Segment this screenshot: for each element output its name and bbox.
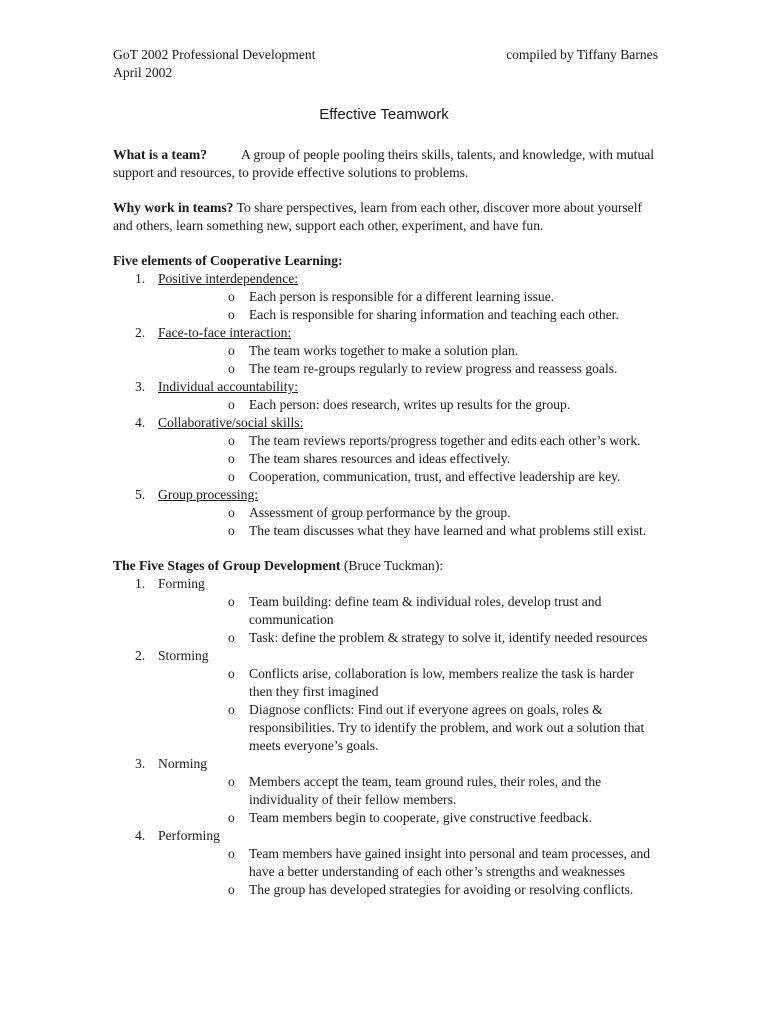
bullet-text: Diagnose conflicts: Find out if everyone agrees on goals, roles & responsibilities. Try to identify the problem, and work out a solution that meets everyone’s goals. [249,702,645,753]
bullet-text: Task: define the problem & strategy to solve it, identify needed resources [249,630,648,645]
header-date: April 2002 [113,65,173,80]
stages-list [113,575,658,899]
list-item-label: Norming [158,756,208,771]
element-item [113,324,658,378]
sub-bullet-list [158,773,658,827]
list-number: 4. [135,415,146,430]
bullet-text: Conflicts arise, collaboration is low, members realize the task is harder then they first imagined [249,666,634,699]
bullet-item [203,522,658,540]
stage-item [113,647,658,755]
bullet-marker: o [228,882,235,897]
team-definition-text: A group of people pooling theirs skills, talents, and knowledge, with mutual support and resources, to provide effective solutions to problems. [113,147,655,180]
sub-bullet-list [158,845,658,899]
bullet-item [203,288,658,306]
bullet-text: Team building: define team & individual roles, develop trust and communication [249,594,602,627]
stage-item [113,755,658,827]
stages-attribution: (Bruce Tuckman): [340,558,444,573]
bullet-text: Cooperation, communication, trust, and effective leadership are key. [249,469,621,484]
element-item [113,486,658,540]
bullet-marker: o [228,361,235,376]
list-item-label: Forming [158,576,205,591]
list-item-label: Storming [158,648,209,663]
list-item-label: Individual accountability: [158,379,299,394]
bullet-marker: o [228,630,235,645]
bullet-item [203,360,658,378]
bullet-text: Team members have gained insight into personal and team processes, and have a better understanding of each other’s strengths and weaknesses [249,846,651,879]
bullet-text: The group has developed strategies for avoiding or resolving conflicts. [249,882,634,897]
bullet-marker: o [228,810,235,825]
bullet-item [203,593,658,629]
element-item [113,378,658,414]
list-number: 1. [135,271,146,286]
list-item-label: Positive interdependence: [158,271,299,286]
stage-item [113,575,658,647]
stage-item [113,827,658,899]
bullet-marker: o [228,307,235,322]
sub-bullet-list [158,665,658,755]
bullet-item [203,701,658,755]
list-item-label: Face-to-face interaction: [158,325,292,340]
bullet-text: Each person: does research, writes up results for the group. [249,397,571,412]
list-number: 1. [135,576,146,591]
header-compiler: compiled by Tiffany Barnes [506,47,658,62]
bullet-text: The team re-groups regularly to review progress and reassess goals. [249,361,618,376]
bullet-text: The team shares resources and ideas effectively. [249,451,511,466]
why-teams-text: To share perspectives, learn from each other, discover more about yourself and others, learn something new, support each other, experiment, and have fun. [113,200,643,233]
bullet-marker: o [228,469,235,484]
why-teams-label: Why work in teams? [113,200,234,215]
list-item-label: Group processing: [158,487,259,502]
list-item-label: Performing [158,828,220,843]
bullet-marker: o [228,433,235,448]
bullet-marker: o [228,774,235,789]
element-item [113,270,658,324]
list-item-label: Collaborative/social skills: [158,415,304,430]
bullet-item [203,342,658,360]
stages-heading [113,557,658,575]
bullet-marker: o [228,451,235,466]
sub-bullet-list [158,396,658,414]
bullet-text: Team members begin to cooperate, give constructive feedback. [249,810,592,825]
bullet-item [203,396,658,414]
team-definition-label: What is a team? [113,147,208,162]
bullet-marker: o [228,289,235,304]
bullet-marker: o [228,523,235,538]
document-body [113,146,658,899]
bullet-text: Each is responsible for sharing information and teaching each other. [249,307,619,322]
bullet-text: The team works together to make a solution plan. [249,343,519,358]
list-number: 4. [135,828,146,843]
header-course: GoT 2002 Professional Development [113,47,316,62]
bullet-item [203,432,658,450]
bullet-marker: o [228,846,235,861]
bullet-item [203,773,658,809]
bullet-marker: o [228,505,235,520]
bullet-marker: o [228,666,235,681]
bullet-text: The team reviews reports/progress together and edits each other’s work. [249,433,641,448]
bullet-text: The team discusses what they have learned and what problems still exist. [249,523,647,538]
bullet-marker: o [228,343,235,358]
bullet-item [203,468,658,486]
bullet-item [203,809,658,827]
page-header [113,46,658,82]
bullet-marker: o [228,594,235,609]
stages-heading-title: The Five Stages of Group Development [113,558,341,573]
bullet-item [203,845,658,881]
bullet-text: Members accept the team, team ground rules, their roles, and the individuality of their fellow members. [249,774,602,807]
elements-list [113,270,658,540]
bullet-item [203,306,658,324]
bullet-marker: o [228,702,235,717]
bullet-marker: o [228,397,235,412]
list-number: 5. [135,487,146,502]
sub-bullet-list [158,342,658,378]
sub-bullet-list [158,288,658,324]
bullet-item [203,450,658,468]
list-number: 2. [135,648,146,663]
sub-bullet-list [158,504,658,540]
list-number: 3. [135,756,146,771]
element-item [113,414,658,486]
bullet-text: Each person is responsible for a different learning issue. [249,289,555,304]
team-definition [113,146,658,182]
elements-heading: Five elements of Cooperative Learning: [113,253,343,268]
document-title: Effective Teamwork [319,106,449,123]
list-number: 3. [135,379,146,394]
bullet-text: Assessment of group performance by the group. [249,505,511,520]
sub-bullet-list [158,593,658,647]
bullet-item [203,665,658,701]
bullet-item [203,881,658,899]
sub-bullet-list [158,432,658,486]
bullet-item [203,504,658,522]
why-teams [113,199,658,235]
list-number: 2. [135,325,146,340]
bullet-item [203,629,658,647]
